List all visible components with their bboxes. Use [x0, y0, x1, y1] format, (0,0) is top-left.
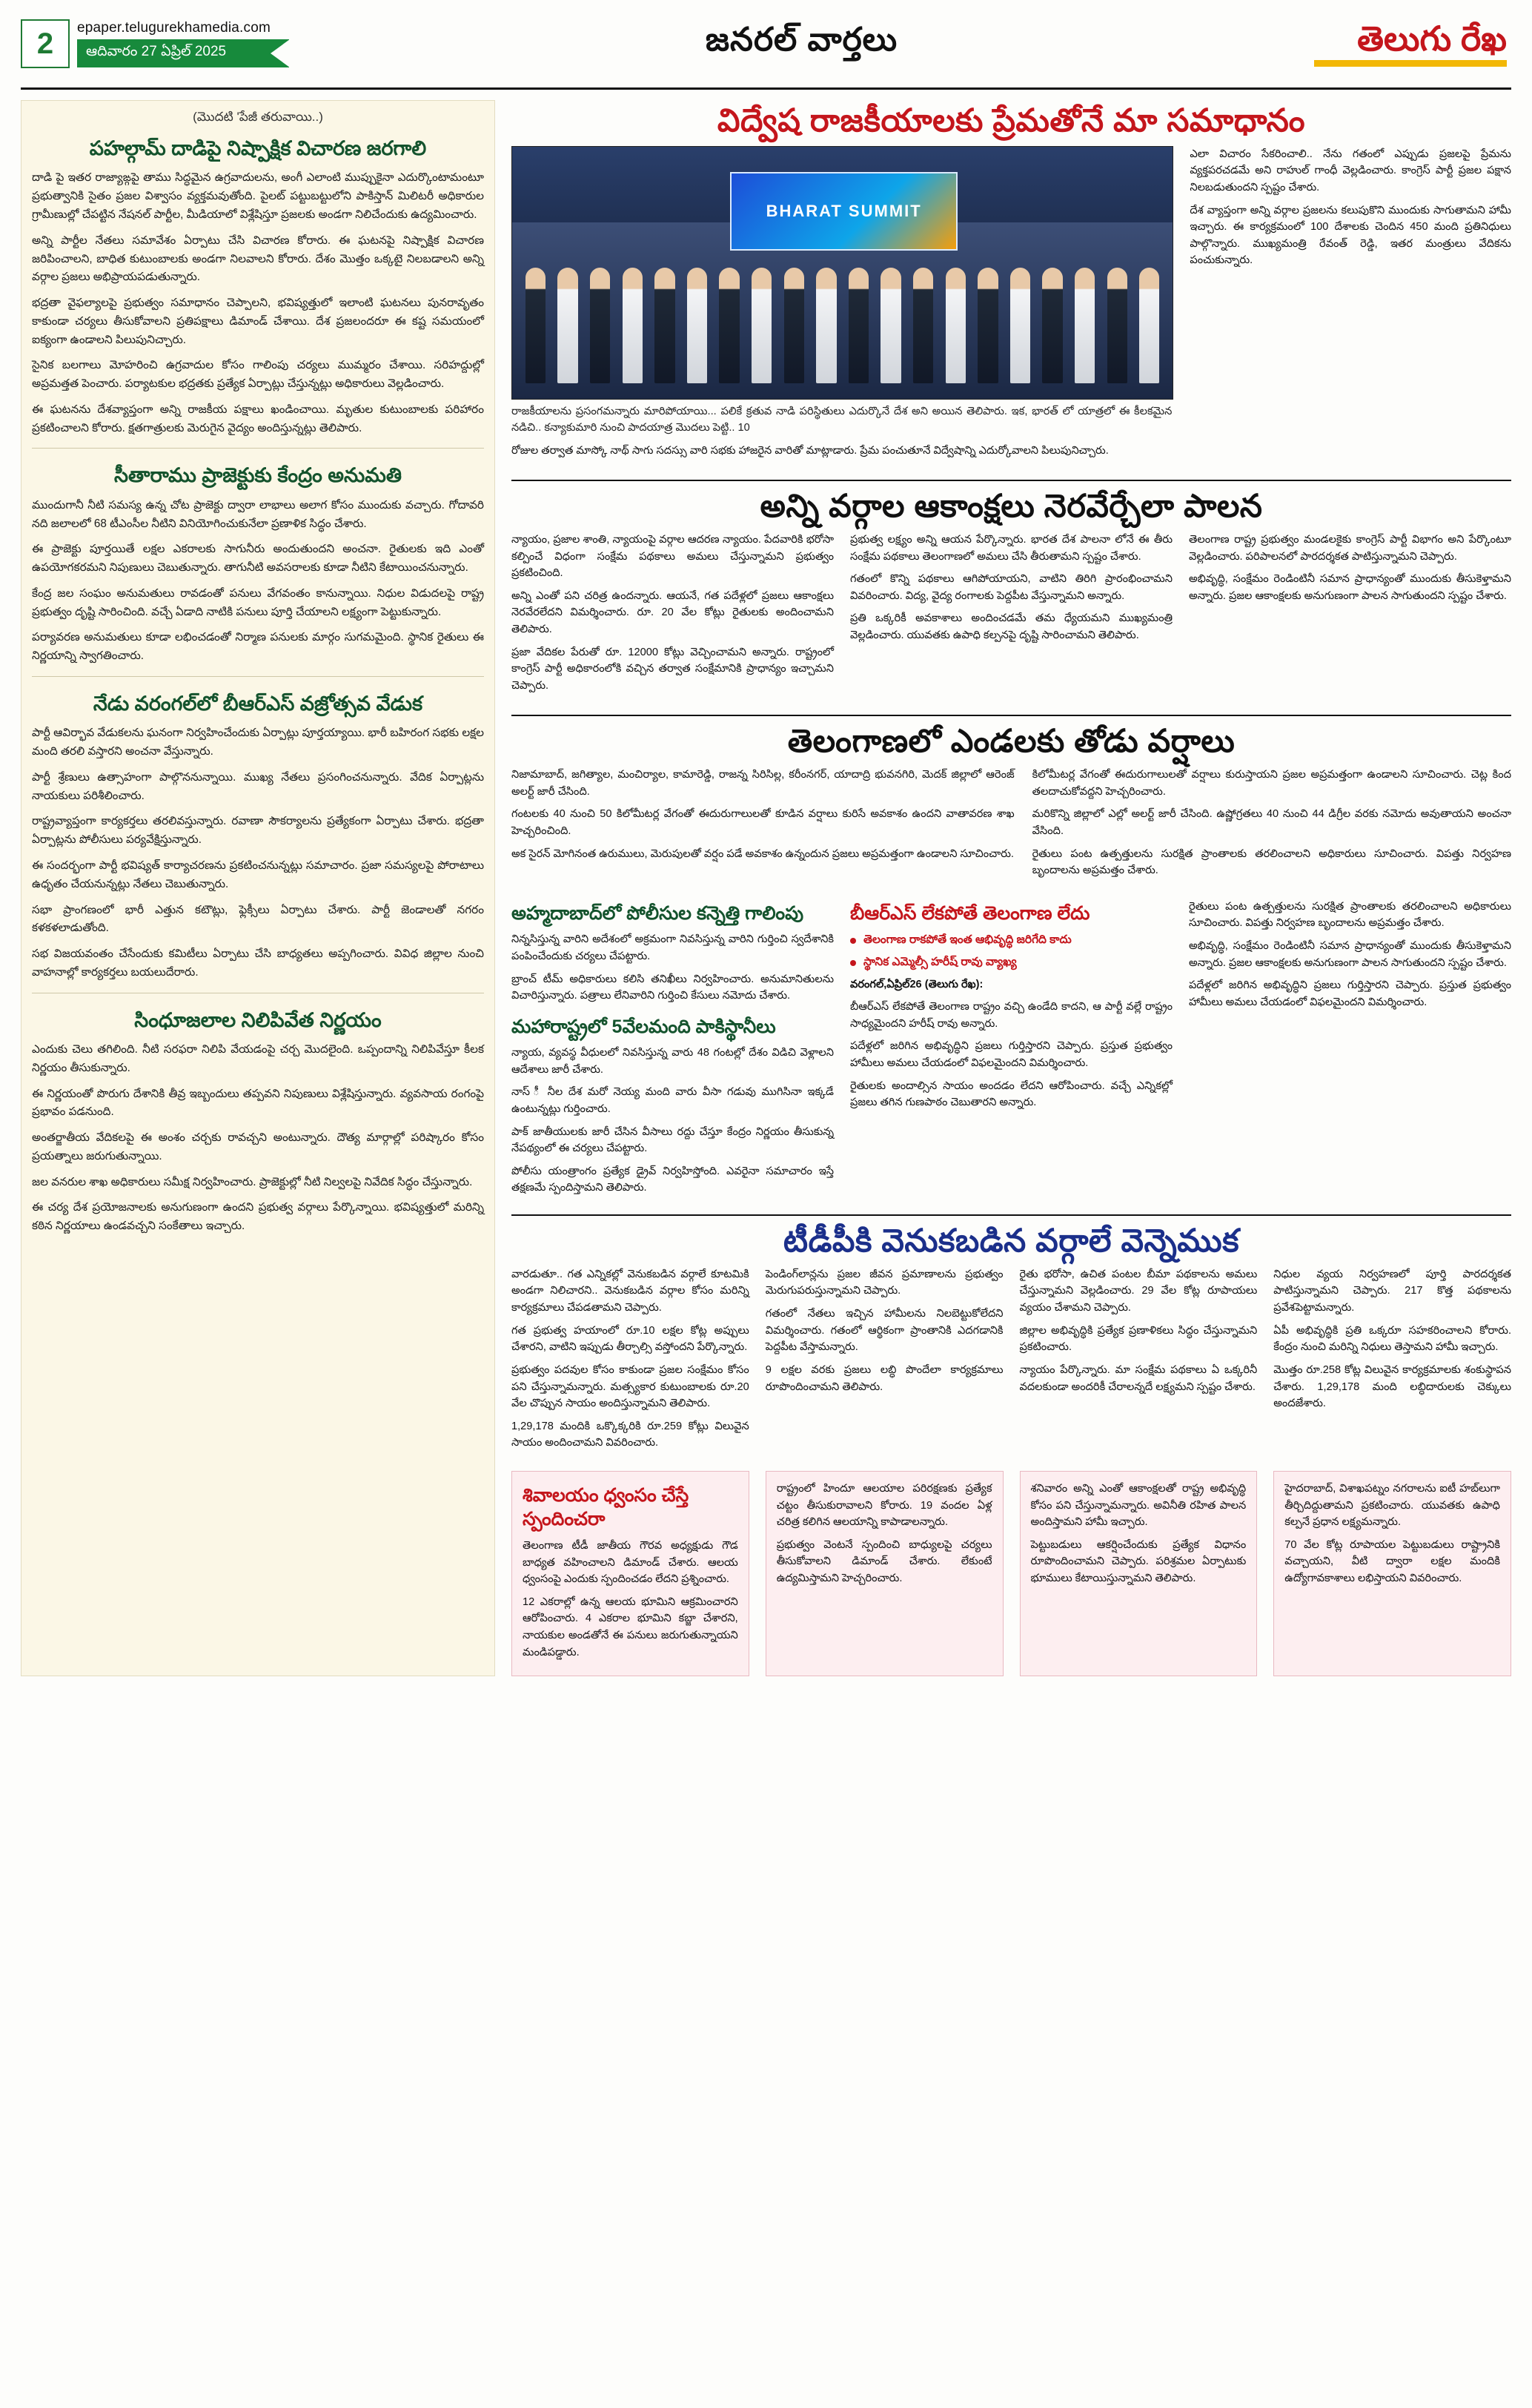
photo-person: [719, 268, 739, 383]
paragraph: న్యాయ, వ్యవస్థ వీధులలో నివసిస్తున్న వారు 48 గంటల్లో దేశం విడిచి వెళ్లాలని ఆదేశాలు జారీ చేశారు.: [511, 1047, 834, 1076]
lead-story: [511, 100, 1511, 465]
paragraph: ఈ సందర్భంగా పార్టీ భవిష్యత్ కార్యాచరణను ప్రకటించనున్నట్లు సమాచారం. ప్రజా సమస్యలపై పోరాటాలు ఉధృతం చేయనున్నట్లు నేతలు చెబుతున్నారు.: [32, 859, 484, 890]
police-story-heading: అహ్మదాబాద్‌లో పోలీసుల కన్నెత్తి గాలింపు: [511, 902, 804, 924]
paragraph: పోలీసు యంత్రాంగం ప్రత్యేక డ్రైవ్ నిర్వహిస్తోంది. ఎవరైనా సమాచారం ఇస్తే తక్షణమే స్పందిస్తామని తెలిపారు.: [511, 1165, 834, 1194]
paragraph: దేశ వ్యాప్తంగా అన్ని వర్గాల ప్రజలను కలుపుకొని ముందుకు సాగుతామని హామీ ఇచ్చారు. ఈ కార్యక్రమంలో 100 దేశాలకు చెందిన 450 మంది ప్రతినిధులు పాల్గొన్నారు. ముఖ్యమంత్రి రేవంత్ రెడ్డి, ఇతర మంత్రులు వేదికను పంచుకున్నారు.: [1190, 204, 1511, 267]
masthead: [21, 0, 1511, 90]
paragraph: రోజుల తర్వాత మాస్కో నాథ్ సాగు సదస్సు వారి సభకు హాజరైన వారితో మాట్లాడారు. ప్రేమ పంచుతూనే విద్వేషాన్ని ఎదుర్కోవాలని పిలుపునిచ్చారు.: [511, 444, 1109, 457]
page-title: జనరల్ వార్తలు: [705, 21, 898, 58]
paragraph: నిధుల వ్యయ నిర్వహణలో పూర్తి పారదర్శకత పాటిస్తున్నామని చెప్పారు. 217 కొత్త పథకాలను ప్రవేశపెట్టామన్నారు.: [1273, 1268, 1511, 1314]
paragraph: రైతు భరోసా, ఉచిత పంటల బీమా పథకాలను అమలు చేస్తున్నామని వెల్లడించారు. 29 వేల కోట్ల రూపాయలు వ్యయం చేశామని చెప్పారు.: [1019, 1268, 1258, 1314]
governance-headline: అన్ని వర్గాల ఆకాంక్షలు నెరవేర్చేలా పాలన: [760, 489, 1263, 525]
paragraph: నాస్ ీ నీల దేశ మరో నెయ్య మంది వారు వీసా గడువు ముగిసినా ఇక్కడే ఉంటున్నట్లు గుర్తించారు.: [511, 1086, 834, 1116]
text-column: [850, 532, 1173, 700]
divider: [32, 448, 484, 449]
photo-person: [849, 268, 869, 383]
weather-story: [511, 713, 1511, 884]
sidebar-stories-row: [511, 899, 1511, 1203]
paragraph: పర్యావరణ అనుమతులు కూడా లభించడంతో నిర్మాణ పనులకు మార్గం సుగమమైంది. స్థానిక రైతులు ఈ నిర్ణయాన్ని స్వాగతించారు.: [32, 631, 484, 663]
lead-headline: విద్వేష రాజకీయాలకు ప్రేమతోనే మా సమాధానం: [717, 103, 1306, 139]
paragraph: పార్టీ శ్రేణులు ఉత్సాహంగా పాల్గొననున్నాయి. ముఖ్య నేతలు ప్రసంగించనున్నారు. వేదిక ఏర్పాట్లను నాయకులు పరిశీలించారు.: [32, 770, 484, 802]
temple-story: [511, 1471, 749, 1676]
text-column: [1273, 1266, 1511, 1458]
photo-person: [978, 268, 998, 383]
paragraph: పెండింగ్‌లాన్లను ప్రజల జీవన ప్రమాణాలను ప్రభుత్వం మెరుగుపరుస్తున్నామని చెప్పారు.: [765, 1268, 1004, 1297]
police-story: [511, 899, 834, 1203]
paragraph: ఈ ఘటనను దేశవ్యాప్తంగా అన్ని రాజకీయ పక్షాలు ఖండించాయి. మృతుల కుటుంబాలకు పరిహారం ప్రకటించాలని కోరారు. క్షతగాత్రులకు మెరుగైన వైద్యం అందిస్తున్నట్లు తెలిపారు.: [32, 403, 484, 434]
tdp-headline: టీడీపీకి వెనుకబడిన వర్గాలే వెన్నెముక: [783, 1223, 1240, 1260]
paragraph: వారడుతూ.. గత ఎన్నికల్లో వెనుకబడిన వర్గాలే కూటమికి అండగా నిలిచారని.. వెనుకబడిన వర్గాల కోసం మరిన్ని కార్యక్రమాలు చేపడతామని చెప్పారు.: [511, 1268, 749, 1314]
paragraph: బీఆర్ఎస్ లేకపోతే తెలంగాణ రాష్ట్రం వచ్చి ఉండేది కాదని, ఆ పార్టీ వల్లే రాష్ట్రం సాధ్యమైందని హరీష్ రావు అన్నారు.: [850, 1001, 1173, 1030]
paragraph: 70 వేల కోట్ల రూపాయల పెట్టుబడులు రాష్ట్రానికి వచ్చాయని, వీటి ద్వారా లక్షల మందికి ఉద్యోగావకాశాలు లభిస్తాయని వివరించారు.: [1284, 1538, 1500, 1584]
brand-logo: [1314, 19, 1511, 67]
divider: [511, 1214, 1511, 1216]
photo-person: [590, 268, 610, 383]
text-column: [511, 1266, 749, 1458]
photo-people-row: [525, 268, 1160, 383]
ap-story-column: [1020, 1471, 1258, 1676]
paragraph: ఎలా విచారం సేకరించాలి.. నేను గతంలో ఎప్పుడు ప్రజలపై ప్రేమను వ్యక్తపరచడమే అని రాహుల్ గాంధీ వెల్లడించారు. కాంగ్రెస్ పార్టీ ప్రజల పక్షాన నిలబడుతుందని స్పష్టం చేశారు.: [1190, 148, 1511, 194]
brand-underline: [1314, 60, 1507, 67]
paragraph: హైదరాబాద్, విశాఖపట్నం నగరాలను ఐటీ హబ్‌లుగా తీర్చిదిద్దుతామని ప్రకటించారు. యువతకు ఉపాధి కల్పనే ప్రధాన లక్ష్యమన్నారు.: [1284, 1482, 1500, 1529]
photo-person: [752, 268, 772, 383]
paragraph: అక సైరన్ మోగినంత ఉరుములు, మెరుపులతో వర్షం పడే అవకాశం ఉన్నందున ప్రజలు అప్రమత్తంగా ఉండాలని సూచించారు.: [511, 847, 1014, 860]
lead-photo: [511, 146, 1173, 400]
paragraph: అన్ని ఎంతో పని చరిత్ర ఉందన్నారు. ఆయనే, గత పదేళ్లలో ప్రజలు ఆకాంక్షలు నెరవేరలేదని విమర్శించారు. రూ. 20 వేల కోట్లు రైతులకు అందించామని తెలిపారు.: [511, 589, 834, 635]
photo-caption: రాజకీయాలను ప్రసంగమన్నారు మారిపోయాయి... పలికే క్రతువ నాడి పరిస్థితులు ఎదుర్కొనే దేశ అని అయిన తెలిపారు. ఇక, భారత్ లో యాత్రలో ఈ కీలకమైన నడిచి.. కన్యాకుమారి నుంచి పాదయాత్ర మొదలు పెట్టి.. 10: [511, 405, 1173, 434]
text-column: [511, 767, 1015, 885]
paragraph: 1,29,178 మందికి ఒక్కొక్కరికి రూ.259 కోట్లు విలువైన సాయం అందించామని వివరించారు.: [511, 1420, 749, 1449]
paragraph: న్యాయం, ప్రజాల శాంతి, న్యాయంపై వర్గాల ఆదరణ న్యాయం. పేదవారికి భరోసా కల్పించే విధంగా సంక్షేమ పథకాలు అమలు చేస్తున్నామని ప్రభుత్వం ప్రకటించింది.: [511, 533, 834, 580]
photo-person: [623, 268, 643, 383]
paragraph: సభా ప్రాంగణంలో భారీ ఎత్తున కటౌట్లు, ఫ్లెక్సీలు ఏర్పాటు చేశారు. పార్టీ జెండాలతో నగరం కళకళలాడుతోంది.: [32, 903, 484, 935]
paragraph: గంటలకు 40 నుంచి 50 కిలోమీటర్ల వేగంతో ఈదురుగాలులతో కూడిన వర్షాలు కురిసే అవకాశం ఉందని వాతావరణ శాఖ హెచ్చరించింది.: [511, 808, 1015, 837]
paragraph: తెలంగాణ టీడీ జాతీయ గౌరవ అధ్యక్షుడు గౌడ బాధ్యత వహించాలని డిమాండ్ చేశారు. ఆలయ ధ్వంసంపై ఎందుకు స్పందించడం లేదని ప్రశ్నించారు.: [523, 1539, 738, 1586]
paragraph: రైతులు పంట ఉత్పత్తులను సురక్షిత ప్రాంతాలకు తరలించాలని అధికారులు సూచించారు. విపత్తు నిర్వహణ బృందాలను అప్రమత్తం చేశారు.: [1032, 847, 1511, 877]
paragraph: శనివారం అన్ని ఎంతో ఆకాంక్షలతో రాష్ట్ర అభివృద్ధి కోసం పని చేస్తున్నామన్నారు. అవినీతి రహిత పాలన అందిస్తామని హామీ ఇచ్చారు.: [1030, 1482, 1247, 1529]
paragraph: ఈ ప్రాజెక్టు పూర్తయితే లక్షల ఎకరాలకు సాగునీరు అందుతుందని అంచనా. రైతులకు ఇది ఎంతో ఉపయోగకరమని నిపుణులు చెబుతున్నారు. తాగునీటి అవసరాలకు కూడా నీటిని కేటాయించనున్నారు.: [32, 543, 484, 575]
story-heading-seetharama: సీతారాము ప్రాజెక్టుకు కేంద్రం అనుమతి: [114, 464, 402, 487]
brs-bullet-list: [850, 931, 1173, 970]
paragraph: అంతర్జాతీయ వేదికలపై ఈ అంశం చర్చకు రావచ్చని అంటున్నారు. దౌత్య మార్గాల్లో పరిష్కారం కోసం ప్రయత్నాలు జరుగుతున్నాయి.: [32, 1131, 484, 1162]
paragraph: రైతులు పంట ఉత్పత్తులను సురక్షిత ప్రాంతాలకు తరలించాలని అధికారులు సూచించారు. విపత్తు నిర్వహణ బృందాలను అప్రమత్తం చేశారు.: [1189, 900, 1511, 930]
divider: [511, 480, 1511, 481]
text-column: [1189, 532, 1511, 700]
paragraph: 12 ఎకరాల్లో ఉన్న ఆలయ భూమిని ఆక్రమించారని ఆరోపించారు. 4 ఎకరాల భూమిని కబ్జా చేశారని, నాయకుల అండతోనే ఈ పనులు జరుగుతున్నాయని మండిపడ్డారు.: [523, 1595, 738, 1658]
paragraph: ఈ చర్య దేశ ప్రయోజనాలకు అనుగుణంగా ఉందని ప్రభుత్వ వర్గాలు పేర్కొన్నాయి. భవిష్యత్తులో మరిన్ని కఠిన నిర్ణయాలు ఉండవచ్చని సంకేతాలు ఇచ్చారు.: [32, 1201, 484, 1233]
paragraph: ఎందుకు చెలు తగిలింది. నీటి సరఫరా నిలిపి వేయడంపై చర్చ మొదలైంది. ఒప్పందాన్ని నిలిపివేస్తూ కీలక నిర్ణయం తీసుకున్నారు.: [32, 1043, 484, 1074]
paragraph: ప్రతి ఒక్కరికీ అవకాశాలు అందించడమే తమ ధ్యేయమని ముఖ్యమంత్రి వెల్లడించారు. యువతకు ఉపాధి కల్పనపై దృష్టి సారించామని తెలిపారు.: [850, 612, 1173, 641]
date-flag: ఆదివారం 27 ఏప్రిల్ 2025: [77, 39, 289, 67]
paragraph: పార్టీ ఆవిర్భావ వేడుకలను ఘనంగా నిర్వహించేందుకు ఏర్పాట్లు పూర్తయ్యాయి. భారీ బహిరంగ సభకు లక్షల మంది తరలి వస్తారని అంచనా వేస్తున్నారు.: [32, 727, 484, 758]
photo-person: [913, 268, 933, 383]
text-column: [1032, 767, 1511, 885]
paragraph: మరికొన్ని జిల్లాలో ఎల్లో అలర్ట్ జారీ చేసింది. ఉష్ణోగ్రతలు 40 నుంచి 44 డిగ్రీల వరకు నమోదు అవుతాయని అంచనా వేసింది.: [1032, 808, 1511, 837]
tdp-story: [511, 1213, 1511, 1458]
paragraph: ప్రభుత్వం పదవుల కోసం కాకుండా ప్రజల సంక్షేమం కోసం పని చేస్తున్నామన్నారు. మత్స్యకార కుటుంబాలకు రూ.20 వేల చొప్పున సాయం అందిస్తున్నామని తెలిపారు.: [511, 1363, 749, 1410]
main-column: [511, 100, 1511, 1676]
paragraph: ముందుగానీ నీటి సమస్య ఉన్న చోట ప్రాజెక్టు ద్వారా లాభాలు అలాగ కోసం ముందుకు వచ్చారు. గోదావరి నది జలాలలో 68 టీఎంసీల నీటిని వినియోగించుకునేలా ప్రణాళిక సిద్ధం చేశారు.: [32, 498, 484, 530]
maharashtra-story-heading: మహారాష్ట్రలో 5వేలమంది పాకిస్థానీలు: [511, 1016, 776, 1037]
paragraph: సభ విజయవంతం చేసేందుకు కమిటీలు ఏర్పాటు చేసి బాధ్యతలు అప్పగించారు. వివిధ జిల్లాల నుంచి వాహనాల్లో కార్యకర్తలు బయలుదేరారు.: [32, 947, 484, 979]
paragraph: 9 లక్షల వరకు ప్రజలు లబ్ధి పొందేలా కార్యక్రమాలు రూపొందించామని తెలిపారు.: [765, 1363, 1004, 1393]
text-column: [766, 1266, 1004, 1458]
story-heading-sindhu-water: సింధూజలాల నిలిపివేత నిర్ణయం: [134, 1008, 382, 1031]
paragraph: రాష్ట్రంలో హిందూ ఆలయాల పరిరక్షణకు ప్రత్యేక చట్టం తీసుకురావాలని కోరారు. 19 వందల ఏళ్ల చరిత్ర కలిగిన ఆలయాన్ని కాపాడాలన్నారు.: [776, 1482, 992, 1529]
photo-person: [1139, 268, 1159, 383]
photo-person: [525, 268, 546, 383]
paragraph: ఈ నిర్ణయంతో పొరుగు దేశానికి తీవ్ర ఇబ్బందులు తప్పవని నిపుణులు విశ్లేషిస్తున్నారు. వ్యవసాయ రంగంపై ప్రభావం పడనుంది.: [32, 1087, 484, 1119]
paragraph: పాక్ జాతీయులకు జారీ చేసిన వీసాలు రద్దు చేస్తూ కేంద్రం నిర్ణయం తీసుకున్న నేపథ్యంలో ఈ చర్యలు చేపట్టారు.: [511, 1125, 834, 1155]
paragraph: జల వనరుల శాఖ అధికారులు సమీక్ష నిర్వహించారు. ప్రాజెక్టుల్లో నీటి నిల్వలపై నివేదిక సిద్ధం చేస్తున్నారు.: [32, 1175, 473, 1188]
story-heading-pahalgam: పహల్గామ్ దాడిపై నిష్పాక్షిక విచారణ జరగాలి: [89, 137, 427, 159]
paragraph: పదేళ్లలో జరిగిన అభివృద్ధిని ప్రజలు గుర్తిస్తారని చెప్పారు. ప్రస్తుత ప్రభుత్వం హామీలు అమలు చేయడంలో విఫలమైందని విమర్శించారు.: [850, 1040, 1173, 1069]
photo-person: [784, 268, 804, 383]
list-item: తెలంగాణ రాకపోతే ఇంత ఆభివృద్ధి జరిగేది కాదు: [850, 931, 1173, 948]
brs-story: [850, 899, 1173, 1203]
paragraph: అన్ని పార్టీల నేతలు సమావేశం ఏర్పాటు చేసి విచారణ కోరారు. ఈ ఘటనపై నిష్పాక్షిక విచారణ జరిపించాలని, బాధిత కుటుంబాలకు అండగా నిలవాలని కోరారు. దేశం మొత్తం ఒక్కటై నిలబడాలని అన్ని వర్గాల ప్రజలు అభిప్రాయపడుతున్నారు.: [32, 234, 484, 284]
weather-headline: తెలంగాణలో ఎండలకు తోడు వర్షాలు: [787, 724, 1236, 760]
bottom-row: [511, 1471, 1511, 1676]
photo-person: [1042, 268, 1062, 383]
divider: [511, 715, 1511, 716]
left-column: [21, 100, 495, 1676]
paragraph: భద్రతా వైఫల్యాలపై ప్రభుత్వం సమాధానం చెప్పాలని, భవిష్యత్తులో ఇలాంటి ఘటనలు పునరావృతం కాకుండా చర్యలు తీసుకోవాలని ప్రతిపక్షాలు డిమాండ్ చేశాయి. దేశ ప్రజలందరూ ఈ కష్ట సమయంలో ఐక్యంగా ఉండాలని పిలుపునిచ్చారు.: [32, 297, 484, 346]
paragraph: నిజామాబాద్, జగిత్యాల, మంచిర్యాల, కామారెడ్డి, రాజన్న సిరిసిల్ల, కరీంనగర్, యాదాద్రి భువనగిరి, మెదక్ జిల్లాలో ఆరెంజ్ అలర్ట్ జారీ చేసింది.: [511, 769, 1015, 798]
photo-banner-text: BHARAT SUMMIT: [730, 172, 958, 251]
paragraph: అభివృద్ధి, సంక్షేమం రెండింటినీ సమాన ప్రాధాన్యంతో ముందుకు తీసుకెళ్తామని అన్నారు. ప్రజల ఆకాంక్షలకు అనుగుణంగా పాలన సాగుతుందని స్పష్టం చేశారు.: [1189, 940, 1511, 969]
page-number-badge: 2: [21, 19, 70, 68]
paragraph: గత ప్రభుత్వ హయాంలో రూ.10 లక్షల కోట్ల అప్పులు చేశారని, వాటిని ఇప్పుడు తీర్చాల్సి వస్తోందని పేర్కొన్నారు.: [511, 1324, 749, 1354]
paragraph: కేంద్ర జల సంఘం అనుమతులు రావడంతో పనులు వేగవంతం కానున్నాయి. నిధుల విడుదలపై రాష్ట్ర ప్రభుత్వం దృష్టి సారించింది. వచ్చే ఏడాది నాటికి పనులు పూర్తి చేయాలని లక్ష్యంగా పెట్టుకున్నారు.: [32, 586, 484, 618]
paragraph: జిల్లాల అభివృద్ధికి ప్రత్యేక ప్రణాళికలు సిద్ధం చేస్తున్నామని ప్రకటించారు.: [1019, 1324, 1258, 1354]
paragraph: అభివృద్ధి, సంక్షేమం రెండింటినీ సమాన ప్రాధాన్యంతో ముందుకు తీసుకెళ్తామని అన్నారు. ప్రజల ఆకాంక్షలకు అనుగుణంగా పాలన సాగుతుందని స్పష్టం చేశారు.: [1189, 573, 1511, 602]
paragraph: బ్రాంచ్ టీమ్ అధికారులు కలిసి తనిఖీలు నిర్వహించారు. అనుమానితులను విచారిస్తున్నారు. పత్రాలు లేనివారిని గుర్తించి కేసులు నమోదు చేశారు.: [511, 973, 834, 1002]
text-column: [511, 532, 834, 700]
site-url[interactable]: epaper.telugurekhamedia.com: [77, 20, 271, 36]
paragraph: నిన్నసిస్తున్న వారిని అదేశంలో అక్రమంగా నివసిస్తున్న వారిని గుర్తించి స్వదేశానికి పంపించేందుకు చర్యలు చేపట్టారు.: [511, 933, 834, 962]
temple-story-continued: [766, 1471, 1004, 1676]
ap-story-column: [1273, 1471, 1511, 1676]
story-heading-brs-event: నేడు వరంగల్‌లో బీఆర్ఎస్ వజ్రోత్సవ వేడుక: [93, 692, 423, 715]
photo-person: [1075, 268, 1095, 383]
photo-person: [687, 268, 707, 383]
photo-person: [654, 268, 674, 383]
photo-person: [1107, 268, 1127, 383]
paragraph: న్యాయం పేర్కొన్నారు. మా సంక్షేమ పథకాలు ఏ ఒక్కరినీ వదలకుండా అందరికీ చేరాలన్నదే లక్ష్యమని స్పష్టం చేశారు.: [1019, 1363, 1258, 1393]
paragraph: కిలోమీటర్ల వేగంతో ఈదురుగాలులతో వర్షాలు కురుస్తాయని ప్రజల అప్రమత్తంగా ఉండాలని సూచించారు. చెట్ల కింద తలదాచుకోవద్దని హెచ్చరించారు.: [1032, 769, 1511, 798]
paragraph: పదేళ్లలో జరిగిన అభివృద్ధిని ప్రజలు గుర్తిస్తారని చెప్పారు. ప్రస్తుత ప్రభుత్వం హామీలు అమలు చేయడంలో విఫలమైందని విమర్శించారు.: [1189, 979, 1511, 1008]
temple-story-heading: శివాలయం ధ్వంసం చేస్తే స్పందించరా: [523, 1484, 689, 1530]
paragraph: ప్రజా వేదికల పేరుతో రూ. 12000 కోట్లు వెచ్చించామని అన్నారు. రాష్ట్రంలో కాంగ్రెస్ పార్టీ అధికారంలోకి వచ్చిన తర్వాత సంక్షేమానికి ప్రాధాన్యం ఇచ్చామని చెప్పారు.: [511, 646, 834, 692]
divider: [32, 676, 484, 677]
paragraph: పెట్టుబడులు ఆకర్షించేందుకు ప్రత్యేక విధానం రూపొందించామని చెప్పారు. పరిశ్రమల ఏర్పాటుకు భూములు కేటాయిస్తున్నామని తెలిపారు.: [1030, 1538, 1247, 1584]
paragraph: ప్రభుత్వం వెంటనే స్పందించి బాధ్యులపై చర్యలు తీసుకోవాలని డిమాండ్ చేశారు. లేకుంటే ఉద్యమిస్తామని హెచ్చరించారు.: [776, 1538, 992, 1584]
paragraph: తెలంగాణ రాష్ట్ర ప్రభుత్వం మండలకైకు కాంగ్రెస్ పార్టీ విభాగం అని పేర్కొంటూ వెల్లడించారు. పరిపాలనలో పారదర్శకత పాటిస్తున్నామని చెప్పారు.: [1189, 533, 1511, 563]
photo-person: [1010, 268, 1030, 383]
paragraph: మొత్తం రూ.258 కోట్ల విలువైన కార్యక్రమాలకు శంకుస్థాపన చేశారు. 1,29,178 మంది లబ్ధిదారులకు చెక్కులు అందజేశారు.: [1273, 1363, 1511, 1410]
continuation-note: (మొదటి 'పేజీ తరువాయి..): [193, 110, 323, 124]
photo-person: [946, 268, 966, 383]
lead-side-text: [1190, 146, 1511, 465]
paragraph: గతంలో నేతలు ఇచ్చిన హామీలను నిలబెట్టుకోలేదని విమర్శించారు. గతంలో ఆర్థికంగా ప్రాంతానికి ఎదగడానికి పెద్దపీట వేస్తామన్నారు.: [765, 1308, 1004, 1354]
site-info: [77, 20, 289, 67]
photo-person: [881, 268, 901, 383]
dateline: వరంగల్,ఏప్రిల్26 (తెలుగు రేఖ):: [850, 978, 984, 990]
paragraph: ప్రభుత్వ లక్ష్యం అన్ని ఆయన పేర్కొన్నారు. భారత దేశ పాలనా లోనే ఈ తీరు సంక్షేమ పథకాలు తెలంగాణలో అమలు చేసి తీరుతామని స్పష్టం చేశారు.: [850, 533, 1173, 563]
brs-story-heading: బీఆర్ఎస్ లేకపోతే తెలంగాణ లేదు: [850, 902, 1090, 924]
paragraph: గతంలో కొన్ని పథకాలు ఆగిపోయాయని, వాటిని తిరిగి ప్రారంభించామని వివరించారు. విద్య, వైద్య రంగాలకు పెద్దపీట వేస్తున్నామని అన్నారు.: [850, 573, 1173, 602]
paragraph: రైతులకు అందాల్సిన సాయం అందడం లేదని ఆరోపించారు. వచ్చే ఎన్నికల్లో ప్రజలు తగిన గుణపాఠం చెబుతారని అన్నారు.: [850, 1079, 1173, 1109]
paragraph: సైనిక బలగాలు మోహరించి ఉగ్రవాదుల కోసం గాలింపు చర్యలు ముమ్మరం చేశాయి. సరిహద్దుల్లో అప్రమత్తత పెంచారు. పర్యాటకుల భద్రతకు ప్రత్యేక ఏర్పాట్లు చేస్తున్నట్లు అధికారులు వెల్లడించారు.: [32, 359, 484, 391]
governance-story: [511, 478, 1511, 700]
paragraph: దాడి పై ఇతర రాజ్యాఙ్గపై తాము సిద్ధమైన ఉగ్రవాదులను, అంగీ ఎలాంటి ముప్పుకైనా ఎదుర్కొంటామంటూ ప్రభుత్వానికి సైతం ప్రజల విశ్వాసం వ్యక్తమవుతోంది. పైలట్ పట్టుబట్టులోని పాకిస్తాన్ మిలిటరీ అధికారుల గ్రామీణుల్లో చేపట్టిన నేషనల్ పార్టీల, మీడియాలో విశ్లేషిస్తూ ప్రజలకు అండగా నిలిచేందుకు ఉద్యమించారు.: [32, 171, 484, 221]
governance-overflow-column: [1189, 899, 1511, 1203]
paragraph: ఏపీ అభివృద్ధికి ప్రతి ఒక్కరూ సహకరించాలని కోరారు. కేంద్రం నుంచి మరిన్ని నిధులు తెస్తామని హామీ ఇచ్చారు.: [1273, 1324, 1511, 1354]
list-item: స్థానిక ఎమ్మెల్సీ హరీష్ రావు వ్యాఖ్య: [850, 953, 1173, 970]
text-column: [1020, 1266, 1258, 1458]
photo-person: [557, 268, 577, 383]
brand-text: తెలుగు రేఖ: [1357, 19, 1507, 58]
paragraph: రాష్ట్రవ్యాప్తంగా కార్యకర్తలు తరలివస్తున్నారు. రవాణా సౌకర్యాలను ప్రత్యేకంగా ఏర్పాటు చేశారు. భద్రతా ఏర్పాట్లను పోలీసులు పర్యవేక్షిస్తున్నారు.: [32, 815, 484, 847]
photo-person: [816, 268, 836, 383]
